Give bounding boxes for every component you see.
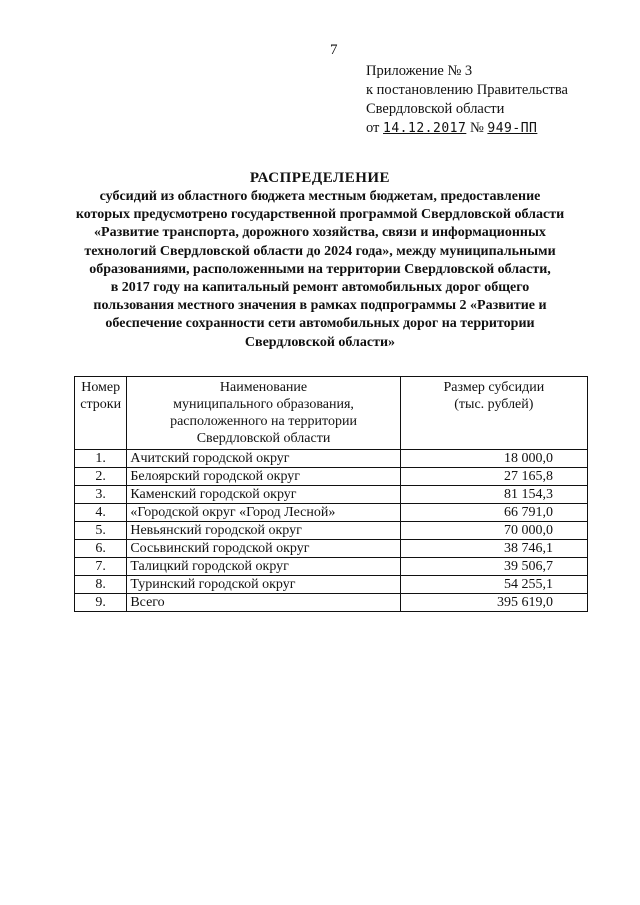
number-prefix: № [469, 120, 484, 136]
document-title: РАСПРЕДЕЛЕНИЕ [249, 170, 391, 186]
subsidy-amount: 18 000,0 [400, 450, 587, 468]
row-number: 4. [75, 504, 127, 522]
subtitle-line: которых предусмотрено государственной программой Свердловской области [75, 207, 565, 223]
subtitle-line: в 2017 году на капитальный ремонт автомобильных дорог общего [110, 280, 530, 296]
header-text: Свердловской области [196, 431, 331, 446]
header-text: Номер [81, 380, 121, 395]
header-row-number [75, 377, 127, 450]
municipality-name: Невьянский городской округ [127, 522, 400, 540]
subtitle-line: обеспечение сохранности сети автомобильных дорог на территории [105, 316, 535, 332]
table-row [75, 486, 588, 504]
date-value: 14.12.2017 [383, 121, 467, 136]
row-number: 3. [75, 486, 127, 504]
table-header-row [75, 377, 588, 450]
subsidy-amount: 70 000,0 [400, 522, 587, 540]
table-row [75, 522, 588, 540]
number-value: 949-ПП [487, 121, 538, 136]
table-row-total [75, 594, 588, 612]
page-number: 7 [330, 42, 338, 58]
subtitle-line: субсидий из областного бюджета местным бюджетам, предоставление [99, 189, 541, 204]
date-prefix: от [366, 120, 380, 136]
subsidy-amount: 39 506,7 [400, 558, 587, 576]
municipality-name: «Городской округ «Город Лесной» [127, 504, 400, 522]
municipality-name: Каменский городской округ [127, 486, 400, 504]
row-number: 2. [75, 468, 127, 486]
row-number: 8. [75, 576, 127, 594]
table-row [75, 504, 588, 522]
subtitle-line: технологий Свердловской области до 2024 года», между муниципальными [84, 243, 556, 259]
table-row [75, 468, 588, 486]
subsidy-amount: 38 746,1 [400, 540, 587, 558]
row-number: 7. [75, 558, 127, 576]
appendix-line-3: Свердловской области [366, 101, 505, 117]
subtitle-line: образованиями, расположенными на территории Свердловской области, [89, 261, 551, 277]
header-text: расположенного на территории [170, 414, 357, 429]
table-row [75, 450, 588, 468]
header-municipality-name [127, 377, 400, 450]
municipality-name: Всего [127, 594, 400, 612]
table-row [75, 576, 588, 594]
header-text: строки [80, 397, 122, 412]
municipality-name: Туринский городской округ [127, 576, 400, 594]
document-subtitle [50, 188, 590, 352]
municipality-name: Ачитский городской округ [127, 450, 400, 468]
municipality-name: Сосьвинский городской округ [127, 540, 400, 558]
subsidy-amount: 395 619,0 [400, 594, 587, 612]
subtitle-line: пользования местного значения в рамках подпрограммы 2 «Развитие и [93, 298, 547, 314]
table-row [75, 558, 588, 576]
header-text: муниципального образования, [173, 397, 354, 412]
row-number: 9. [75, 594, 127, 612]
appendix-date-line [366, 119, 568, 138]
appendix-line-1: Приложение № 3 [366, 63, 473, 79]
header-text: (тыс. рублей) [454, 397, 534, 412]
row-number: 5. [75, 522, 127, 540]
municipality-name: Белоярский городской округ [127, 468, 400, 486]
municipality-name: Талицкий городской округ [127, 558, 400, 576]
appendix-line-2: к постановлению Правительства [366, 82, 568, 98]
subsidy-amount: 27 165,8 [400, 468, 587, 486]
row-number: 1. [75, 450, 127, 468]
subsidy-table [74, 376, 588, 612]
header-subsidy-amount [400, 377, 587, 450]
subsidy-amount: 66 791,0 [400, 504, 587, 522]
subtitle-line: Свердловской области» [244, 334, 396, 350]
subsidy-amount: 81 154,3 [400, 486, 587, 504]
table-row [75, 540, 588, 558]
appendix-block [366, 62, 568, 138]
subtitle-line: «Развитие транспорта, дорожного хозяйства, связи и информационных [94, 225, 546, 241]
row-number: 6. [75, 540, 127, 558]
header-text: Наименование [219, 380, 308, 395]
header-text: Размер субсидии [443, 380, 545, 395]
subsidy-amount: 54 255,1 [400, 576, 587, 594]
